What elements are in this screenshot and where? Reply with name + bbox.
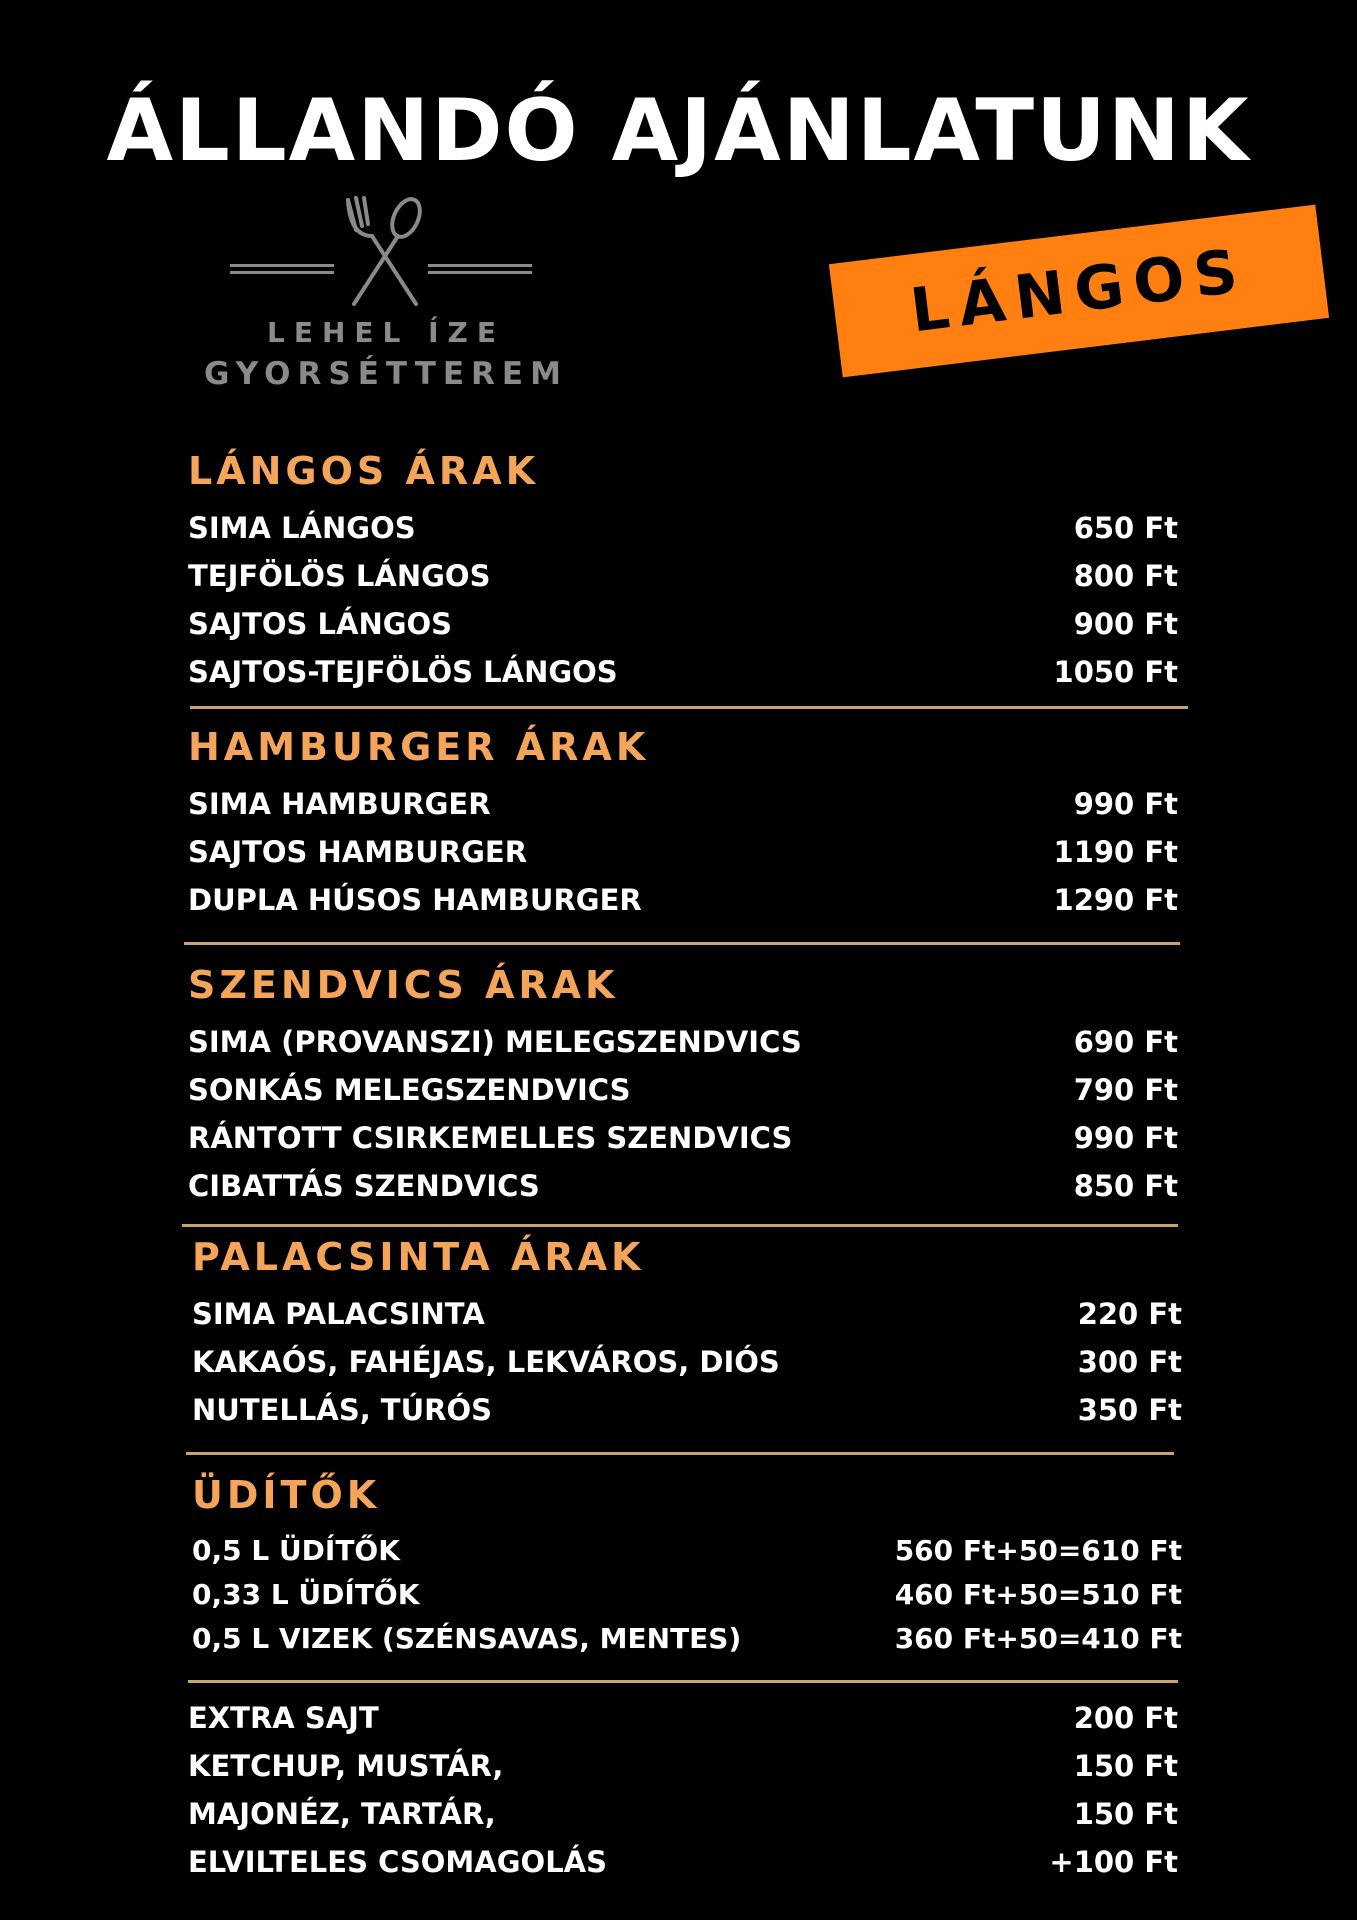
menu-row (188, 780, 1178, 828)
section-langos (188, 449, 1178, 696)
item-price: +100 Ft (1049, 1845, 1178, 1879)
item-price: 800 Ft (1073, 559, 1178, 593)
item-price: 360 Ft+50=410 Ft (894, 1621, 1182, 1655)
menu-row (192, 1528, 1182, 1572)
item-price: 850 Ft (1073, 1169, 1178, 1203)
item-name: EXTRA SAJT (188, 1701, 379, 1735)
menu-row (188, 828, 1178, 876)
menu-row (192, 1616, 1182, 1660)
menu-row (188, 1066, 1178, 1114)
item-price: 990 Ft (1073, 787, 1178, 821)
item-price: 200 Ft (1073, 1701, 1178, 1735)
item-name: KETCHUP, MUSTÁR, (188, 1749, 504, 1783)
menu-row (188, 1018, 1178, 1066)
page-title: ÁLLANDÓ AJÁNLATUNK (106, 81, 1251, 181)
item-name: NUTELLÁS, TÚRÓS (192, 1393, 493, 1427)
section-title: SZENDVICS ÁRAK (188, 963, 619, 1007)
item-price: 900 Ft (1073, 607, 1178, 641)
item-name: CIBATTÁS SZENDVICS (188, 1169, 540, 1203)
item-name: RÁNTOTT CSIRKEMELLES SZENDVICS (188, 1121, 793, 1155)
section-title: HAMBURGER ÁRAK (188, 725, 650, 769)
logo-subtitle: GYORSÉTTEREM (204, 356, 568, 392)
item-name: SIMA LÁNGOS (188, 511, 416, 545)
item-price: 300 Ft (1077, 1345, 1182, 1379)
item-name: SIMA (PROVANSZI) MELEGSZENDVICS (188, 1025, 802, 1059)
menu-row (188, 1838, 1178, 1886)
section-divider (190, 706, 1188, 709)
menu-row (188, 1694, 1178, 1742)
menu-row (188, 1114, 1178, 1162)
menu-row (192, 1338, 1182, 1386)
logo-divider-left (230, 264, 334, 267)
item-price: 1290 Ft (1053, 883, 1178, 917)
item-name: SIMA PALACSINTA (192, 1297, 485, 1331)
item-name: MAJONÉZ, TARTÁR, (188, 1797, 496, 1831)
item-price: 150 Ft (1073, 1749, 1178, 1783)
menu-row (188, 1742, 1178, 1790)
section-extras (188, 1694, 1178, 1886)
item-name: 0,5 L VIZEK (SZÉNSAVAS, MENTES) (192, 1621, 742, 1655)
menu-row (192, 1290, 1182, 1338)
item-name: 0,33 L ÜDÍTŐK (192, 1577, 420, 1611)
item-name: SAJTOS HAMBURGER (188, 835, 528, 869)
section-divider (182, 1224, 1178, 1227)
menu-row (188, 876, 1178, 924)
section-title: LÁNGOS ÁRAK (188, 449, 540, 493)
restaurant-logo (196, 196, 576, 396)
menu-row (188, 504, 1178, 552)
section-hamburger (188, 725, 1178, 924)
item-price: 350 Ft (1077, 1393, 1182, 1427)
section-divider (184, 942, 1180, 945)
logo-divider-right-2 (428, 271, 532, 274)
section-szendvics (188, 963, 1178, 1210)
item-name: KAKAÓS, FAHÉJAS, LEKVÁROS, DIÓS (192, 1345, 780, 1379)
menu-row (188, 648, 1178, 696)
category-badge (829, 205, 1329, 378)
menu-row (192, 1572, 1182, 1616)
item-price: 790 Ft (1073, 1073, 1178, 1107)
menu-row (188, 600, 1178, 648)
item-price: 560 Ft+50=610 Ft (894, 1533, 1182, 1567)
item-price: 1190 Ft (1053, 835, 1178, 869)
item-name: TEJFÖLÖS LÁNGOS (188, 559, 491, 593)
item-name: SIMA HAMBURGER (188, 787, 491, 821)
item-price: 690 Ft (1073, 1025, 1178, 1059)
menu-row (188, 552, 1178, 600)
section-palacsinta (192, 1235, 1182, 1434)
item-price: 1050 Ft (1053, 655, 1178, 689)
menu-row (188, 1162, 1178, 1210)
item-price: 650 Ft (1073, 511, 1178, 545)
item-price: 150 Ft (1073, 1797, 1178, 1831)
section-divider (188, 1680, 1178, 1683)
item-name: SONKÁS MELEGSZENDVICS (188, 1073, 631, 1107)
fork-spoon-icon (336, 196, 436, 308)
logo-name: LEHEL ÍZE (267, 316, 505, 349)
item-name: SAJTOS-TEJFÖLÖS LÁNGOS (188, 655, 618, 689)
item-price: 990 Ft (1073, 1121, 1178, 1155)
logo-divider-left-2 (230, 271, 334, 274)
section-title: ÜDÍTŐK (192, 1473, 381, 1517)
logo-divider-right (428, 264, 532, 267)
item-name: DUPLA HÚSOS HAMBURGER (188, 883, 642, 917)
item-name: SAJTOS LÁNGOS (188, 607, 453, 641)
item-price: 220 Ft (1077, 1297, 1182, 1331)
section-divider (186, 1452, 1174, 1455)
item-name: ELVILTELES CSOMAGOLÁS (188, 1845, 607, 1879)
section-title: PALACSINTA ÁRAK (192, 1235, 645, 1279)
menu-row (192, 1386, 1182, 1434)
badge-label: LÁNGOS (906, 235, 1252, 347)
section-uditok (192, 1473, 1182, 1660)
item-name: 0,5 L ÜDÍTŐK (192, 1533, 400, 1567)
menu-row (188, 1790, 1178, 1838)
item-price: 460 Ft+50=510 Ft (894, 1577, 1182, 1611)
